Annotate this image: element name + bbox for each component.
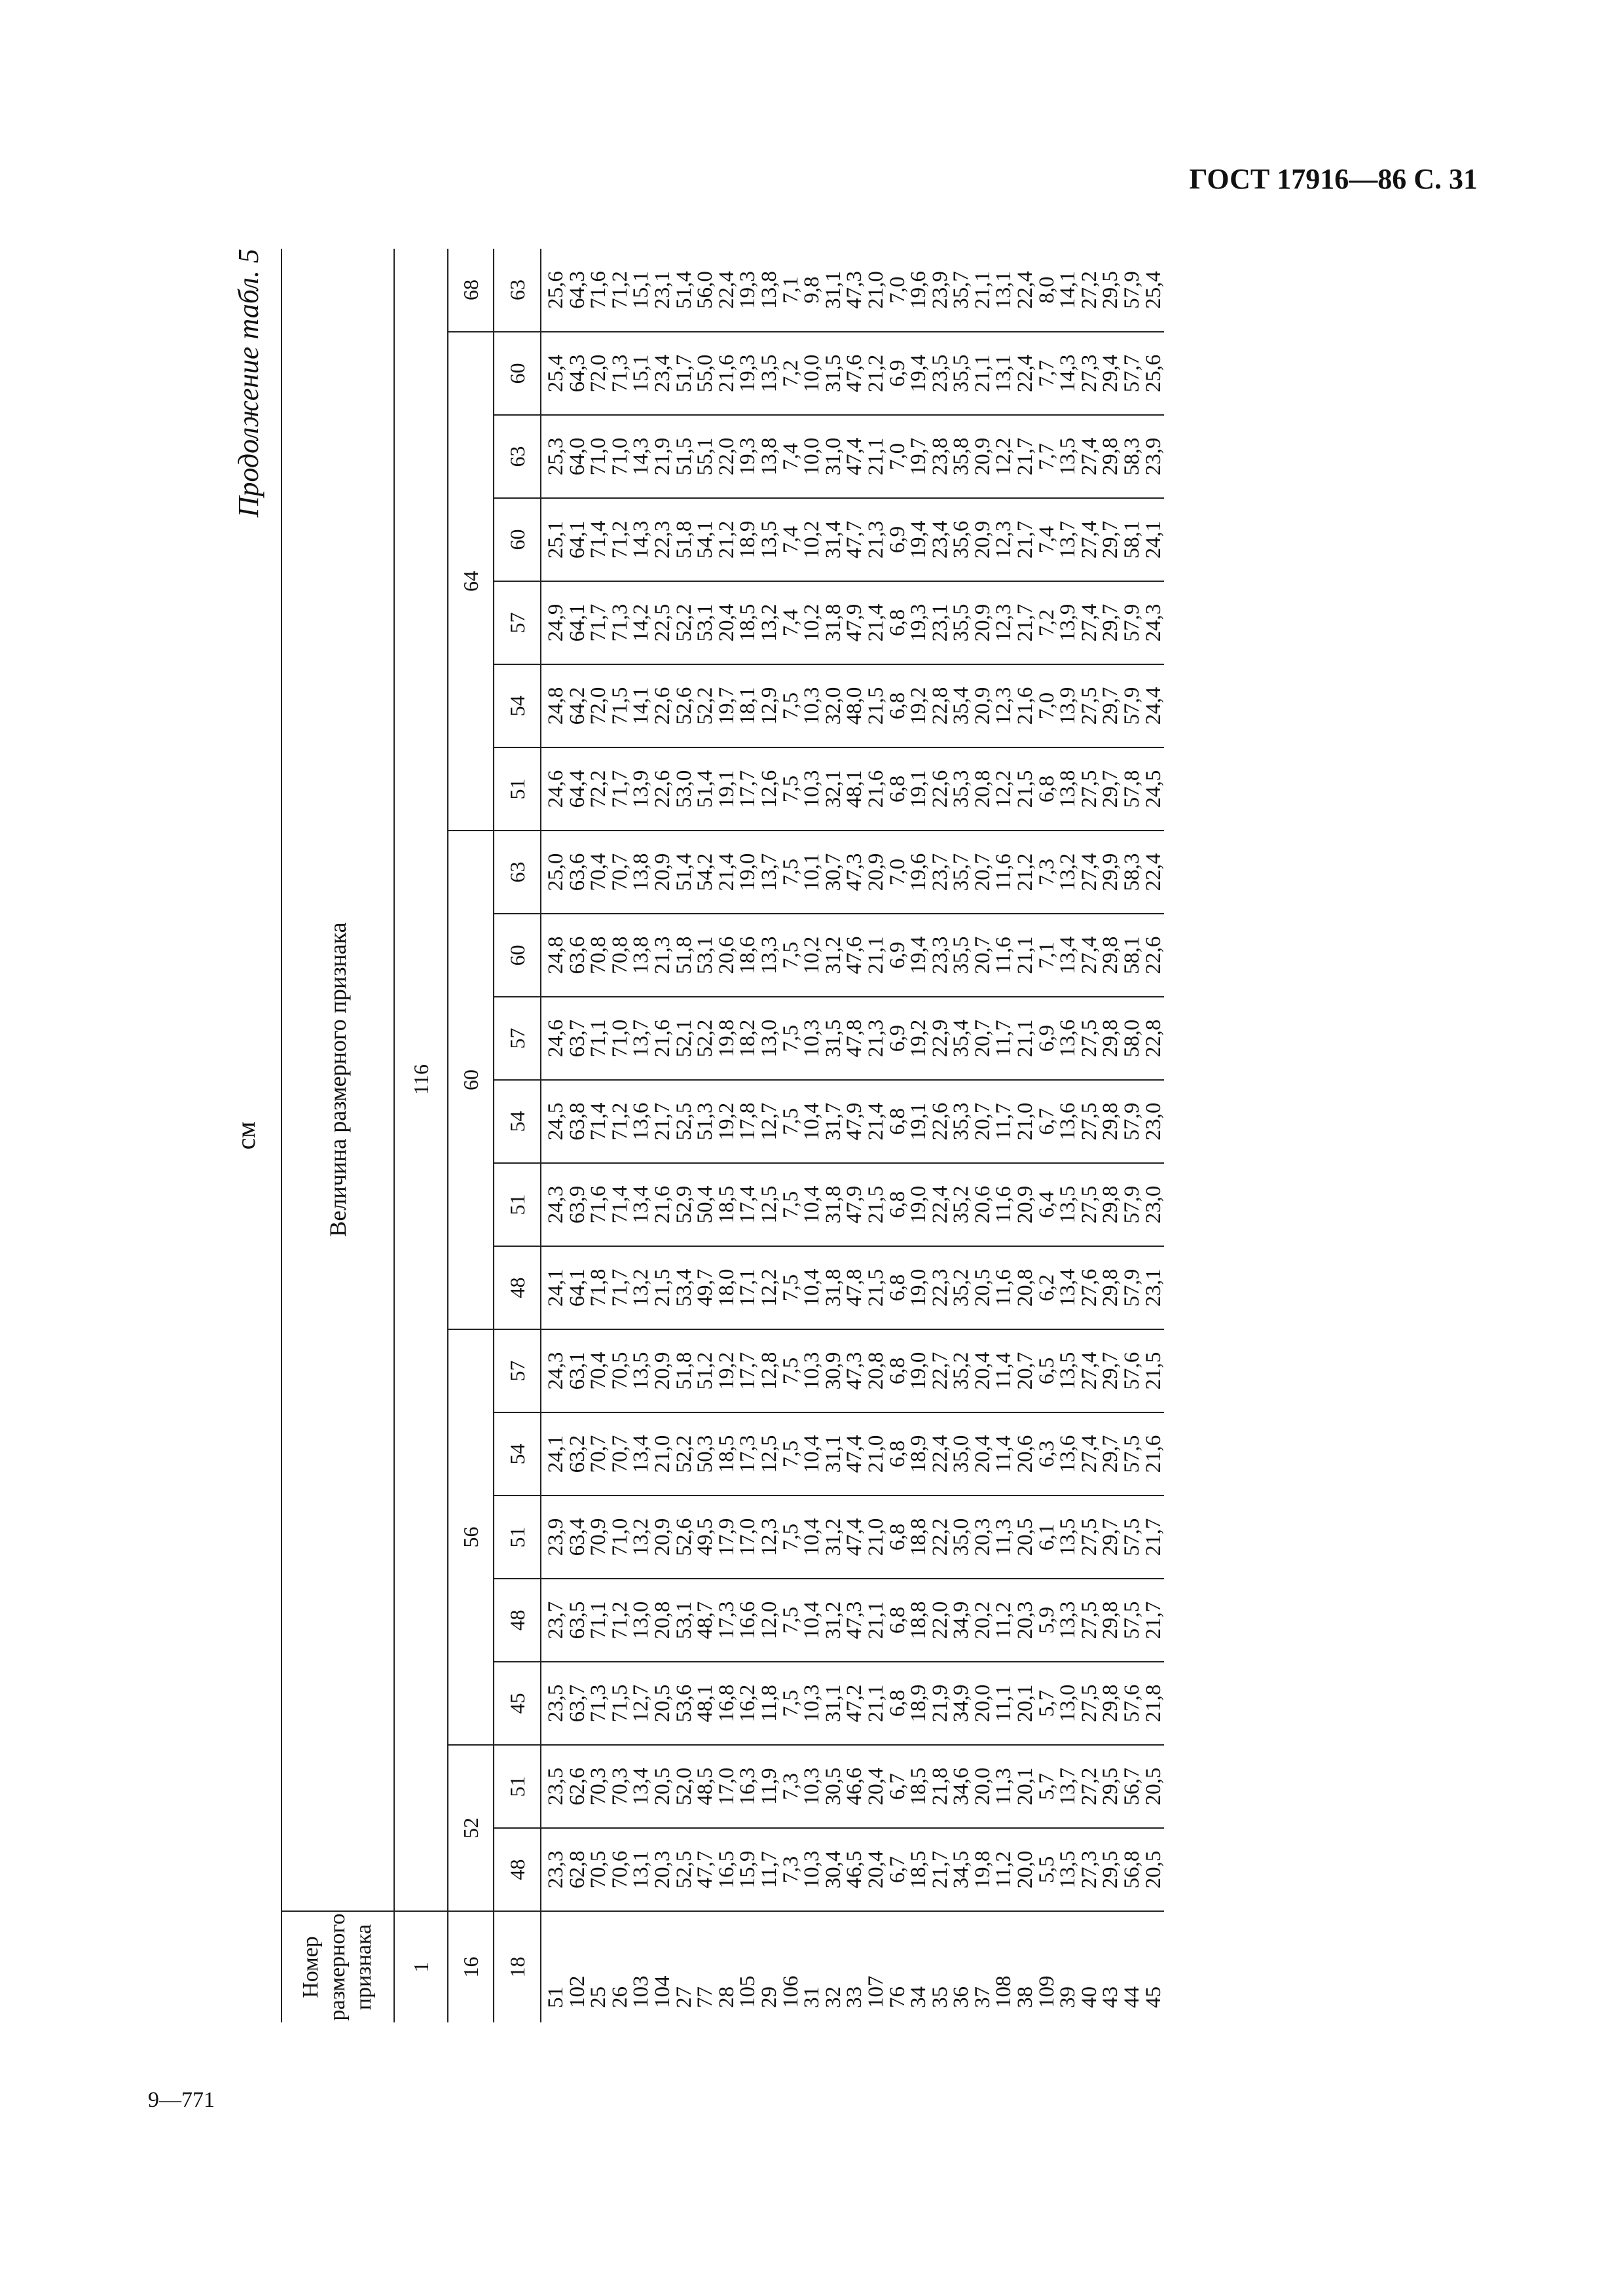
column-header: 45 [494, 1662, 541, 1745]
value-list: 24,3 63,1 70,4 70,5 13,5 20,9 51,8 51,2 19,2 17,7 12,8 7,5 10,3 30,9 47,3 20,8 6,8 19,0 22,7 35,2 20,4 11,4 20,7 6,5 13,5 27,4 29,7 57,6 21,5 [544, 1352, 1165, 1390]
column-header: 57 [494, 997, 541, 1080]
table-caption: Продолжение табл. 5 [232, 249, 264, 518]
value-list: 25,1 64,1 71,4 71,2 14,3 22,3 51,8 54,1 21,2 18,9 13,5 7,4 10,2 31,4 47,7 21,3 6,9 19,4 23,4 35,6 20,9 12,3 21,7 7,4 13,7 27,4 29,7 58,1 24,1 [544, 520, 1165, 559]
value-column [541, 914, 1164, 997]
value-list: 24,8 64,2 72,0 71,5 14,1 22,6 52,6 52,2 19,7 18,1 12,9 7,5 10,3 32,0 48,0 21,5 6,8 19,2 22,8 35,4 20,9 12,3 21,6 7,0 13,9 27,5 29,7 57,9 24,4 [544, 687, 1165, 725]
value-column [541, 1163, 1164, 1246]
value-list: 24,9 64,1 71,7 71,3 14,2 22,5 52,2 53,1 20,4 18,5 13,2 7,4 10,2 31,8 47,9 21,4 6,8 19,3 23,1 35,5 20,9 12,3 21,7 7,2 13,9 27,4 29,7 57,9 24,3 [544, 603, 1165, 642]
value-column [541, 498, 1164, 581]
value-column [541, 1662, 1164, 1745]
value-list: 24,3 63,9 71,6 71,4 13,4 21,6 52,9 50,4 18,5 17,4 12,5 7,5 10,4 31,8 47,9 21,5 6,8 19,0 22,4 35,2 20,6 11,6 20,9 6,4 13,5 27,5 29,8 57,9 23,0 [544, 1185, 1165, 1224]
value-list: 24,1 64,1 71,8 71,7 13,2 21,5 53,4 49,7 18,0 17,1 12,2 7,5 10,4 31,8 47,8 21,5 6,8 19,0 22,3 35,2 20,5 11,6 20,8 6,2 13,4 27,6 29,8 57,9 23,1 [544, 1268, 1165, 1307]
value-list: 24,5 63,8 71,4 71,2 13,6 21,7 52,5 51,3 19,2 17,8 12,7 7,5 10,4 31,7 47,9 21,4 6,8 19,1 22,6 35,3 20,7 11,7 21,0 6,7 13,6 27,5 29,8 57,9 23,0 [544, 1102, 1165, 1141]
value-column [541, 1579, 1164, 1662]
column-header: 54 [494, 664, 541, 747]
value-column [541, 332, 1164, 415]
column-header: 63 [494, 249, 541, 332]
girth-group-header: 60 [448, 831, 494, 1329]
value-list: 24,8 63,6 70,8 70,8 13,8 21,3 51,8 53,1 20,6 18,6 13,3 7,5 10,2 31,2 47,6 21,1 6,9 19,4 23,3 35,5 20,7 11,6 21,1 7,1 13,4 27,4 29,8 58,1 22,6 [544, 936, 1165, 975]
girth-group-header: 64 [448, 332, 494, 831]
value-column [541, 997, 1164, 1080]
value-list: 25,0 63,6 70,4 70,7 13,8 20,9 51,4 54,2 21,4 19,0 13,7 7,5 10,1 30,7 47,3 20,9 7,0 19,6 23,7 35,7 20,7 11,6 21,2 7,3 13,2 27,4 29,9 58,3 22,4 [544, 853, 1165, 891]
value-column [541, 1080, 1164, 1163]
value-list: 25,6 64,3 71,6 71,2 15,1 23,1 51,4 56,0 22,4 19,3 13,8 7,1 9,8 31,1 47,3 21,0 7,0 19,6 23,9 35,7 21,1 13,1 22,4 8,0 14,1 27,2 29,5 57,9 25,4 [544, 271, 1165, 309]
column-header: 51 [494, 1163, 541, 1246]
value-list: 25,4 64,3 72,0 71,3 15,1 23,4 51,7 55,0 21,6 19,3 13,5 7,2 10,0 31,5 47,6 21,2 6,9 19,4 23,5 35,5 21,1 13,1 22,4 7,7 14,3 27,3 29,4 57,7 25,6 [544, 354, 1165, 393]
column-header: 57 [494, 581, 541, 664]
stub-level-3: 18 [494, 1911, 541, 2022]
stub-level-2: 16 [448, 1911, 494, 2022]
data-table [281, 249, 1164, 2022]
column-header: 54 [494, 1412, 541, 1496]
value-column [541, 831, 1164, 914]
value-column [541, 664, 1164, 747]
caption-row [219, 249, 281, 2022]
value-list: 25,3 64,0 71,0 71,0 14,3 21,9 51,5 55,1 22,0 19,3 13,8 7,4 10,0 31,0 47,4 21,1 7,0 19,7 23,8 35,8 20,9 12,2 21,7 7,7 13,5 27,4 29,8 58,3 23,9 [544, 437, 1165, 476]
girth-group-header: 68 [448, 249, 494, 332]
value-list: 23,7 63,5 71,1 71,2 13,0 20,8 53,1 48,7 17,3 16,6 12,0 7,5 10,4 31,2 47,3 21,1 6,8 18,8 22,0 34,9 20,2 11,2 20,3 5,9 13,3 27,5 29,8 57,5 21,7 [544, 1601, 1165, 1640]
column-header: 57 [494, 1329, 541, 1412]
column-header: 48 [494, 1246, 541, 1329]
stub-level-1: 1 [394, 1911, 448, 2022]
column-header: 48 [494, 1828, 541, 1911]
value-list: 24,6 64,4 72,2 71,7 13,9 22,6 53,0 51,4 19,1 17,7 12,6 7,5 10,3 32,1 48,1 21,6 6,8 19,1 22,6 35,3 20,8 12,2 21,5 6,8 13,8 27,5 29,7 57,8 24,5 [544, 770, 1165, 808]
row-id-list: 51 102 25 26 103 104 27 77 28 105 29 106 31 32 33 107 76 34 35 36 37 108 38 109 39 40 43 44 45 [544, 1975, 1165, 2008]
column-header: 51 [494, 1745, 541, 1828]
column-header: 48 [494, 1579, 541, 1662]
value-list: 23,9 63,4 70,9 71,0 13,2 20,9 52,6 49,5 17,9 17,0 12,3 7,5 10,4 31,2 47,4 21,0 6,8 18,8 22,2 35,0 20,3 11,3 20,5 6,1 13,5 27,5 29,7 57,5 21,7 [544, 1518, 1165, 1556]
value-column [541, 1329, 1164, 1412]
value-column [541, 581, 1164, 664]
column-header: 63 [494, 831, 541, 914]
value-column [541, 1496, 1164, 1579]
girth-group-header: 52 [448, 1745, 494, 1911]
value-list: 23,3 62,8 70,5 70,6 13,1 20,3 52,5 47,7 16,5 15,9 11,7 7,3 10,3 30,4 46,5 20,4 6,7 18,5 21,7 34,5 19,8 11,2 20,0 5,5 13,5 27,3 29,5 56,8 20,5 [544, 1850, 1165, 1889]
value-list: 23,5 63,7 71,3 71,5 12,7 20,5 53,6 48,1 16,8 16,2 11,8 7,5 10,3 31,1 47,2 21,1 6,8 18,9 21,9 34,9 20,0 11,1 20,1 5,7 13,0 27,5 29,8 57,6 21,8 [544, 1684, 1165, 1723]
column-header: 60 [494, 914, 541, 997]
stub-header: Номер размерного признака [282, 1911, 394, 2022]
column-header: 51 [494, 1496, 541, 1579]
page-folio: 9—771 [148, 2088, 215, 2112]
value-column [541, 1745, 1164, 1828]
value-column [541, 249, 1164, 332]
column-header: 60 [494, 498, 541, 581]
rotated-table-sheet [219, 249, 1495, 2022]
value-column [541, 1412, 1164, 1496]
value-list: 24,6 63,7 71,1 71,0 13,7 21,6 52,1 52,2 19,8 18,2 13,0 7,5 10,3 31,5 47,8 21,3 6,9 19,2 22,9 35,4 20,7 11,7 21,1 6,9 13,6 27,5 29,8 58,0 22,8 [544, 1019, 1165, 1058]
column-header: 51 [494, 747, 541, 831]
column-header: 63 [494, 415, 541, 498]
measure-header: Величина размерного признака [282, 249, 394, 1911]
size-group-header: 116 [394, 249, 448, 1911]
girth-group-header: 56 [448, 1329, 494, 1745]
column-header: 60 [494, 332, 541, 415]
value-column [541, 415, 1164, 498]
value-list: 23,5 62,6 70,3 70,3 13,4 20,5 52,0 48,5 17,0 16,3 11,9 7,3 10,3 30,5 46,6 20,4 6,7 18,5 21,8 34,6 20,0 11,3 20,1 5,7 13,7 27,2 29,5 56,7 20,5 [544, 1767, 1165, 1806]
value-column [541, 747, 1164, 831]
value-column [541, 1246, 1164, 1329]
unit-label: см [231, 1121, 261, 1150]
row-id-column [541, 1911, 1164, 2022]
page-header: ГОСТ 17916—86 С. 31 [1189, 163, 1478, 195]
value-column [541, 1828, 1164, 1911]
column-header: 54 [494, 1080, 541, 1163]
value-list: 24,1 63,2 70,7 70,7 13,4 21,0 52,2 50,3 18,5 17,3 12,5 7,5 10,4 31,1 47,4 21,0 6,8 18,9 22,4 35,0 20,4 11,4 20,6 6,3 13,6 27,4 29,7 57,5 21,6 [544, 1435, 1165, 1473]
